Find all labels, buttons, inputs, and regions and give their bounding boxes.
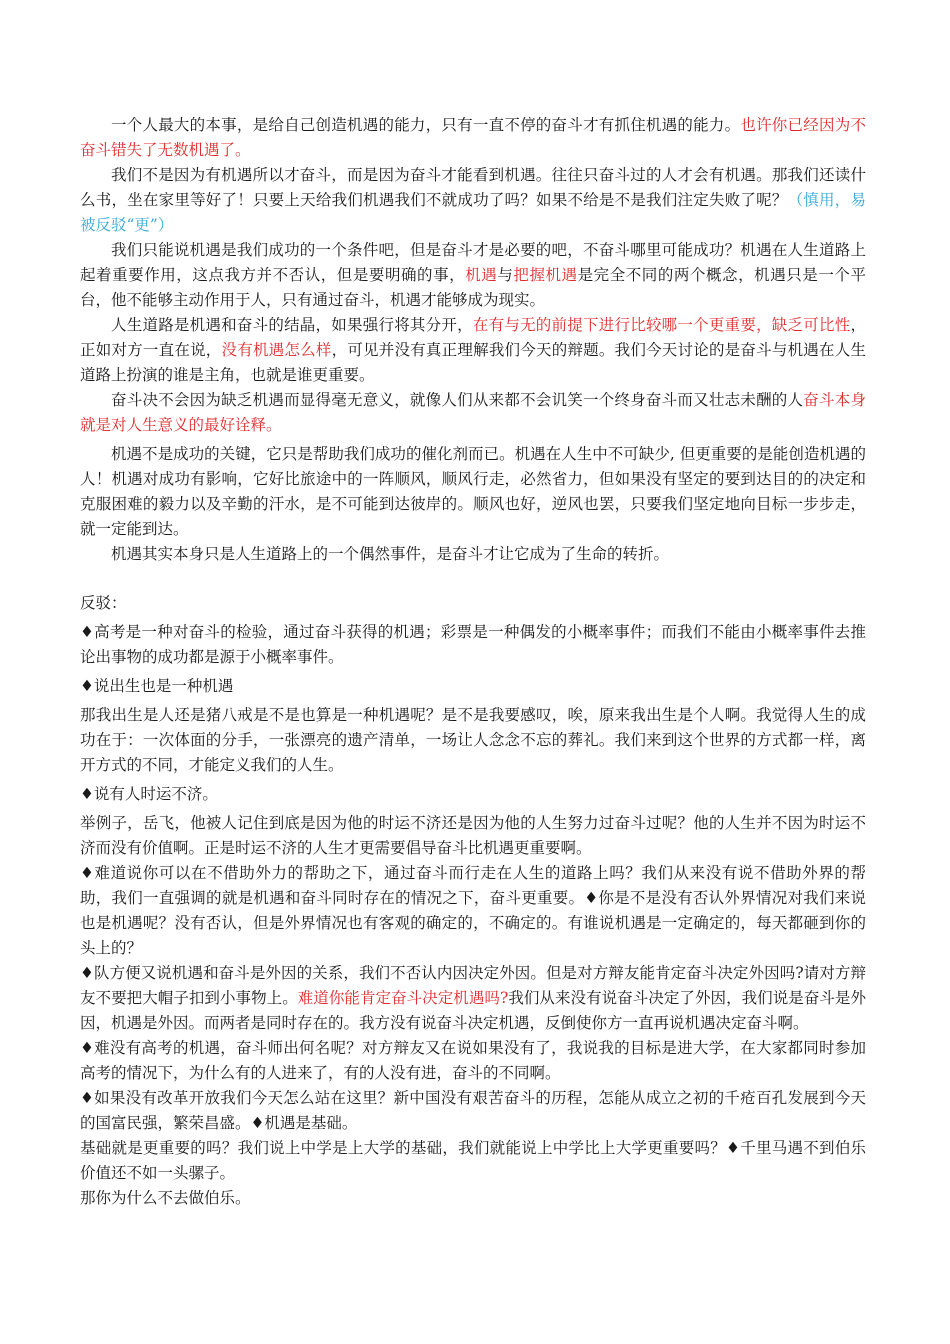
essay-p3-text-c: 与 [497, 266, 514, 284]
essay-p5-text: 奋斗决不会因为缺乏机遇而显得毫无意义，就像人们从来都不会讥笑一个终身奋斗而又壮志未酬的人 [111, 391, 804, 409]
rebuttal-item-3: 那我出生是人还是猪八戒是不是也算是一种机遇呢？是不是我要感叹，唉，原来我出生是个人啊。我觉得人生的成功在于：一次体面的分手，一张漂亮的遗产清单，一场让人念念不忘的葬礼。我们来到这个世界的方式都一样，离开方式的不同，才能定义我们的人生。 [80, 706, 866, 774]
rebuttal-item-1: ♦高考是一种对奋斗的检验，通过奋斗获得的机遇；彩票是一种偶发的小概率事件；而我们不能由小概率事件去推论出事物的成功都是源于小概率事件。 [80, 623, 866, 666]
essay-p4-highlight-1: 在有与无的前提下进行比较哪一个更重要，缺乏可比性 [472, 316, 851, 334]
essay-p4-text-c: ，正如对方一直在说， [80, 316, 866, 359]
essay-p4-highlight-2: 没有机遇怎么样 [221, 341, 332, 359]
essay-paragraph-5 [80, 388, 866, 438]
rebuttal-item-2: ♦说出生也是一种机遇 [80, 677, 234, 695]
rebuttal-item-4: ♦说有人时运不济。 [80, 785, 218, 803]
rebuttal-item-5: 举例子，岳飞，他被人记住到底是因为他的时运不济还是因为他的人生努力过奋斗过呢？他的人生并不因为时运不济而没有价值啊。正是时运不济的人生才更需要倡导奋斗比机遇更重要啊。 [80, 814, 866, 857]
essay-p1-text: 一个人最大的本事，是给自己创造机遇的能力，只有一直不停的奋斗才有抓住机遇的能力。 [111, 116, 741, 134]
essay-paragraph-6: 机遇不是成功的关键，它只是帮助我们成功的催化剂而已。机遇在人生中不可缺少, 但更重要的是能创造机遇的人！机遇对成功有影响，它好比旅途中的一阵顺风，顺风行走，必然省力，但如果没有坚定的要到达目的的决定和克服困难的毅力以及辛勤的汗水，是不可能到达彼岸的。顺风也好，逆风也罢，只要我们坚定地向目标一步步走，就一定能到达。 [80, 445, 866, 538]
essay-p2-note: （慎用，易被反驳“更”） [80, 191, 866, 234]
essay-p3-text-a: 我们只能说机遇是我们成功的一个条件吧，但是奋斗才是必要的吧，不奋斗哪里可能成功？机遇在人生道路上起着重要作用，这点我方并不否认，但是要明确的事， [80, 241, 866, 284]
essay-p4-text-e: ，可见并没有真正理解我们今天的辩题。我们今天讨论的是奋斗与机遇在人生道路上扮演的谁是主角，也就是谁更重要。 [80, 341, 866, 384]
rebuttal-r7-text-a: ♦队方便又说机遇和奋斗是外因的关系，我们不否认内因决定外因。但是对方辩友能肯定奋斗决定外因吗?请对方辩友不要把大帽子扣到小事物上。 [80, 964, 866, 1007]
rebuttal-item-9: ♦如果没有改革开放我们今天怎么站在这里？新中国没有艰苦奋斗的历程，怎能从成立之初的千疮百孔发展到今天的国富民强，繁荣昌盛。♦机遇是基础。 [80, 1089, 866, 1132]
rebuttal-item-8: ♦难没有高考的机遇，奋斗师出何名呢？对方辩友又在说如果没有了，我说我的目标是进大学，在大家都同时参加高考的情况下，为什么有的人进来了，有的人没有进，奋斗的不同啊。 [80, 1039, 866, 1082]
essay-p4-text-a: 人生道路是机遇和奋斗的结晶，如果强行将其分开， [111, 316, 473, 334]
essay-p1-highlight: 也许你已经因为不奋斗错失了无数机遇了。 [80, 116, 866, 159]
rebuttal-r7-text-c: 我们从来没有说奋斗决定了外因，我们说是奋斗是外因，机遇是外因。而两者是同时存在的。我方没有说奋斗决定机遇，反倒使你方一直再说机遇决定奋斗啊。 [80, 989, 866, 1032]
rebuttal-item-10: 基础就是更重要的吗？我们说上中学是上大学的基础，我们就能说上中学比上大学更重要吗？♦千里马遇不到伯乐价值还不如一头骡子。 [80, 1139, 866, 1182]
essay-paragraph-7: 机遇其实本身只是人生道路上的一个偶然事件，是奋斗才让它成为了生命的转折。 [111, 545, 670, 563]
essay-p2-text: 我们不是因为有机遇所以才奋斗，而是因为奋斗才能看到机遇。往往只奋斗过的人才会有机遇。那我们还读什么书，坐在家里等好了！只要上天给我们机遇我们不就成功了吗？如果不给是不是我们注定失败了呢？ [80, 166, 866, 209]
essay-p5-highlight: 奋斗本身就是对人生意义的最好诠释。 [80, 391, 866, 434]
rebuttal-heading: 反驳： [80, 594, 127, 612]
rebuttal-item-6: ♦难道说你可以在不借助外力的帮助之下，通过奋斗而行走在人生的道路上吗？我们从来没有说不借助外界的帮助，我们一直强调的就是机遇和奋斗同时存在的情况之下，奋斗更重要。♦你是不是没有否认外界情况对我们来说也是机遇呢？没有否认，但是外界情况也有客观的确定的，不确定的。有谁说机遇是一定确定的，每天都砸到你的头上的？ [80, 864, 866, 957]
rebuttal-item-11: 那你为什么不去做伯乐。 [80, 1189, 251, 1207]
essay-paragraph-3 [80, 238, 866, 313]
essay-p3-text-e: 是完全不同的两个概念，机遇只是一个平台，他不能够主动作用于人，只有通过奋斗，机遇才能够成为现实。 [80, 266, 866, 309]
document-page [80, 113, 866, 1211]
essay-paragraph-1 [80, 113, 866, 163]
essay-paragraph-2 [80, 163, 866, 238]
essay-p3-highlight-2: 把握机遇 [513, 266, 578, 284]
essay-paragraph-4 [80, 313, 866, 388]
essay-p3-highlight-1: 机遇 [465, 266, 498, 284]
rebuttal-item-7 [80, 961, 866, 1036]
rebuttal-r7-highlight: 难道你能肯定奋斗决定机遇吗? [297, 989, 509, 1007]
